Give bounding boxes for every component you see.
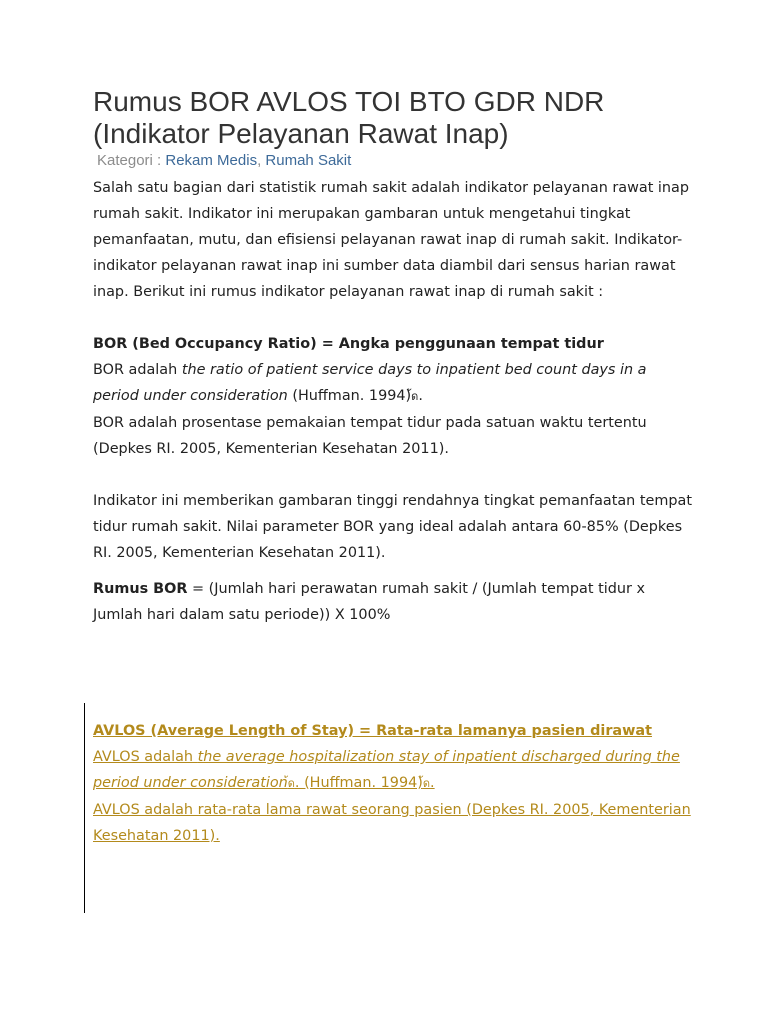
category-separator: , <box>257 152 266 169</box>
avlos-def1-mark-1: ้ด <box>287 777 295 790</box>
avlos-definition-1 <box>93 744 693 797</box>
category-link-rekam-medis[interactable]: Rekam Medis <box>165 152 258 169</box>
category-line <box>97 151 351 171</box>
bor-def1-italic: the ratio of patient service days to inpatient bed count days in a period under consideration <box>93 362 647 404</box>
bor-formula-label: Rumus BOR <box>93 581 188 597</box>
bor-formula-text: = (Jumlah hari perawatan rumah sakit / (Jumlah tempat tidur x Jumlah hari dalam satu periode)) X 100% <box>93 581 646 623</box>
title-line-2: (Indikator Pelayanan Rawat Inap) <box>93 118 509 149</box>
bor-def1-end: . <box>418 388 423 404</box>
avlos-def1-italic: the average hospitalization stay of inpatient discharged during the period under consideration <box>93 749 680 791</box>
avlos-heading: AVLOS (Average Length of Stay) = Rata-rata lamanya pasien dirawat <box>93 723 653 739</box>
article-content <box>93 175 693 849</box>
bor-def1-suffix: (Huffman. 1994) <box>287 388 412 404</box>
vertical-rule <box>84 703 85 913</box>
category-label: Kategori : <box>97 152 166 169</box>
bor-definition-1 <box>93 357 693 410</box>
page-title <box>93 86 733 150</box>
bor-def1-mark: ้ด <box>411 390 419 403</box>
intro-paragraph: Salah satu bagian dari statistik rumah sakit adalah indikator pelayanan rawat inap rumah sakit. Indikator ini merupakan gambaran untuk mengetahui tingkat pemanfaatan, mutu, dan efisiensi pelayanan rawat inap di rumah sakit. Indikator-indikator pelayanan rawat inap ini sumber data diambil dari sensus harian rawat inap. Berikut ini rumus indikator pelayanan rawat inap di rumah sakit : <box>93 180 689 300</box>
category-link-rumah-sakit[interactable]: Rumah Sakit <box>265 152 352 169</box>
bor-heading: BOR (Bed Occupancy Ratio) = Angka penggunaan tempat tidur <box>93 336 604 352</box>
bor-def1-prefix: BOR adalah <box>93 362 182 378</box>
avlos-def1-prefix: AVLOS adalah <box>93 749 198 765</box>
bor-formula <box>93 576 693 628</box>
title-line-1: Rumus BOR AVLOS TOI BTO GDR NDR <box>93 86 605 117</box>
bor-description: Indikator ini memberikan gambaran tinggi rendahnya tingkat pemanfaatan tempat tidur rumah sakit. Nilai parameter BOR yang ideal adalah antara 60-85% (Depkes RI. 2005, Kementerian Kesehatan 2011). <box>93 493 692 561</box>
avlos-definition-2: AVLOS adalah rata-rata lama rawat seorang pasien (Depkes RI. 2005, Kementerian Kesehatan 2011). <box>93 802 691 844</box>
avlos-def1-suffix: . (Huffman. 1994) <box>294 775 423 791</box>
bor-definition-2: BOR adalah prosentase pemakaian tempat tidur pada satuan waktu tertentu (Depkes RI. 2005, Kementerian Kesehatan 2011). <box>93 415 647 457</box>
avlos-def1-mark-2: ้ด <box>422 777 431 790</box>
avlos-def1-end: . <box>430 775 435 791</box>
